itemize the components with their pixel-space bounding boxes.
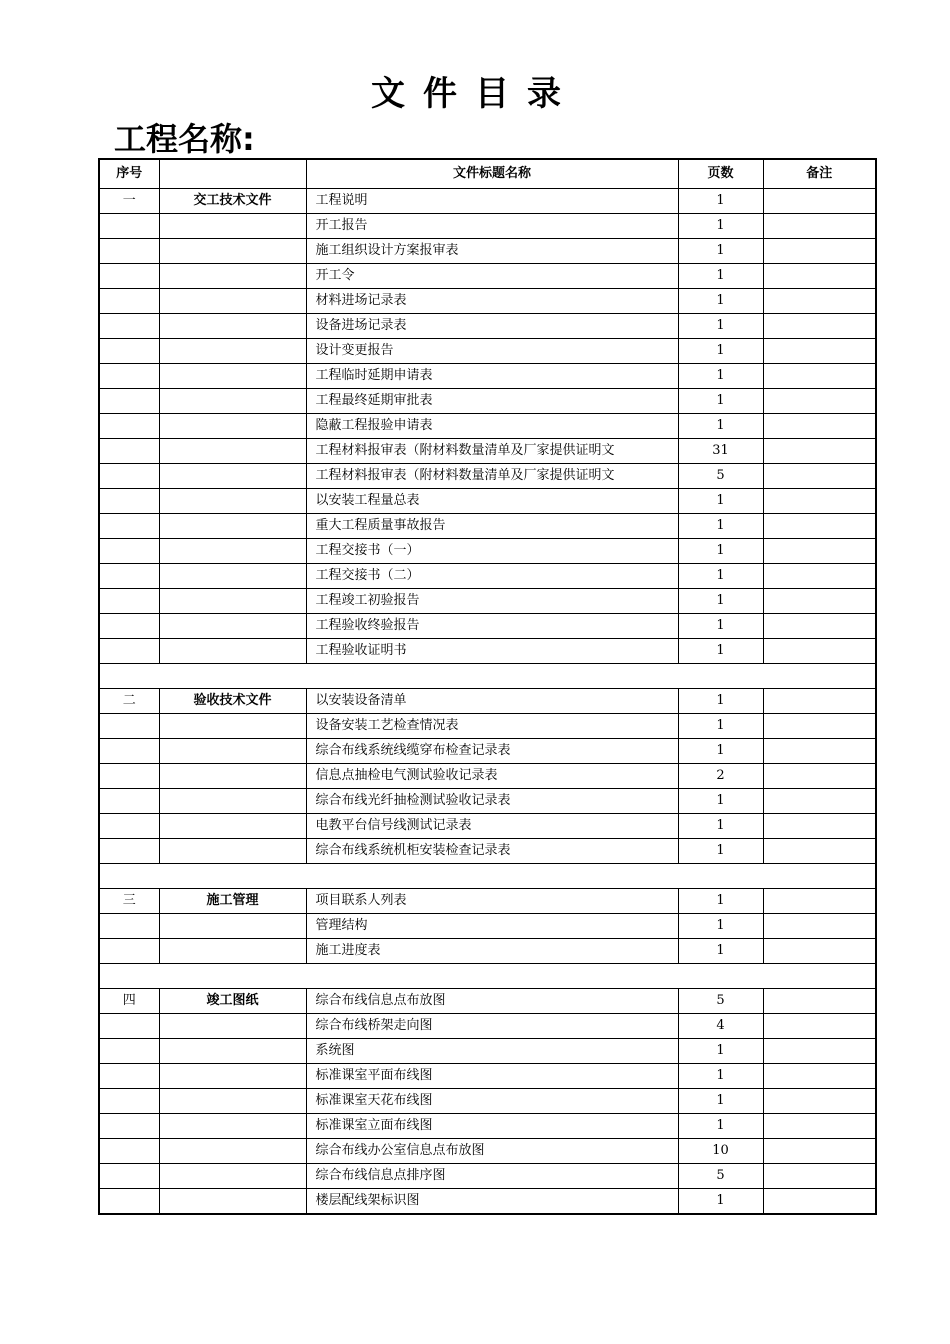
page-count-cell: 1 [678, 364, 763, 389]
header-title: 文件标题名称 [306, 159, 678, 189]
remarks-cell [763, 739, 876, 764]
remarks-cell [763, 389, 876, 414]
page-count-cell: 1 [678, 289, 763, 314]
file-title-cell: 施工进度表 [306, 939, 678, 964]
section-number-cell [99, 1189, 159, 1215]
section-name-cell [159, 539, 306, 564]
remarks-cell [763, 264, 876, 289]
section-number-cell [99, 339, 159, 364]
section-name-cell [159, 814, 306, 839]
section-name-cell [159, 789, 306, 814]
file-title-cell: 工程材料报审表（附材料数量清单及厂家提供证明文 [306, 439, 678, 464]
remarks-cell [763, 639, 876, 664]
remarks-cell [763, 364, 876, 389]
section-number-cell [99, 1164, 159, 1189]
table-row [99, 239, 876, 264]
spacer-cell [99, 964, 876, 989]
remarks-cell [763, 1064, 876, 1089]
table-row [99, 1164, 876, 1189]
header-no: 序号 [99, 159, 159, 189]
section-name-cell [159, 264, 306, 289]
header-remarks: 备注 [763, 159, 876, 189]
file-title-cell: 电教平台信号线测试记录表 [306, 814, 678, 839]
file-title-cell: 开工令 [306, 264, 678, 289]
section-name-cell [159, 914, 306, 939]
section-number-cell [99, 564, 159, 589]
section-number-cell [99, 539, 159, 564]
table-row [99, 189, 876, 214]
section-name-cell [159, 1189, 306, 1215]
table-row [99, 414, 876, 439]
table-row [99, 839, 876, 864]
file-title-cell: 信息点抽检电气测试验收记录表 [306, 764, 678, 789]
section-number-cell [99, 214, 159, 239]
file-title-cell: 以安装工程量总表 [306, 489, 678, 514]
table-row [99, 1039, 876, 1064]
page-count-cell: 1 [678, 639, 763, 664]
remarks-cell [763, 764, 876, 789]
section-name-cell [159, 414, 306, 439]
table-row [99, 989, 876, 1014]
table-row [99, 739, 876, 764]
table-row [99, 1189, 876, 1215]
file-title-cell: 工程临时延期申请表 [306, 364, 678, 389]
page-count-cell: 1 [678, 739, 763, 764]
section-name-cell [159, 364, 306, 389]
section-number-cell [99, 639, 159, 664]
table-row [99, 1014, 876, 1039]
section-number-cell [99, 239, 159, 264]
remarks-cell [763, 314, 876, 339]
page-count-cell: 1 [678, 1064, 763, 1089]
page-count-cell: 1 [678, 189, 763, 214]
file-title-cell: 工程说明 [306, 189, 678, 214]
section-number-cell [99, 439, 159, 464]
section-name-cell: 施工管理 [159, 889, 306, 914]
table-row [99, 214, 876, 239]
remarks-cell [763, 1114, 876, 1139]
file-title-cell: 综合布线办公室信息点布放图 [306, 1139, 678, 1164]
page-count-cell: 1 [678, 914, 763, 939]
section-number-cell [99, 814, 159, 839]
section-name-cell [159, 1089, 306, 1114]
page-count-cell: 1 [678, 889, 763, 914]
page-count-cell: 1 [678, 514, 763, 539]
section-number-cell [99, 1014, 159, 1039]
file-title-cell: 系统图 [306, 1039, 678, 1064]
file-title-cell: 隐蔽工程报验申请表 [306, 414, 678, 439]
file-title-cell: 综合布线信息点排序图 [306, 1164, 678, 1189]
remarks-cell [763, 289, 876, 314]
header-category [159, 159, 306, 189]
page-count-cell: 1 [678, 264, 763, 289]
section-name-cell [159, 939, 306, 964]
table-row [99, 289, 876, 314]
remarks-cell [763, 414, 876, 439]
page-count-cell: 1 [678, 714, 763, 739]
section-name-cell: 验收技术文件 [159, 689, 306, 714]
remarks-cell [763, 789, 876, 814]
page-count-cell: 1 [678, 239, 763, 264]
section-name-cell [159, 564, 306, 589]
remarks-cell [763, 539, 876, 564]
page-count-cell: 1 [678, 1189, 763, 1215]
section-name-cell [159, 1064, 306, 1089]
remarks-cell [763, 489, 876, 514]
page-count-cell: 5 [678, 989, 763, 1014]
remarks-cell [763, 1089, 876, 1114]
table-row [99, 789, 876, 814]
file-title-cell: 楼层配线架标识图 [306, 1189, 678, 1215]
file-title-cell: 开工报告 [306, 214, 678, 239]
file-title-cell: 工程竣工初验报告 [306, 589, 678, 614]
section-name-cell [159, 289, 306, 314]
section-name-cell [159, 1139, 306, 1164]
file-title-cell: 工程交接书（二） [306, 564, 678, 589]
file-title-cell: 综合布线系统线缆穿布检查记录表 [306, 739, 678, 764]
remarks-cell [763, 814, 876, 839]
page-count-cell: 5 [678, 1164, 763, 1189]
page-count-cell: 1 [678, 414, 763, 439]
table-row [99, 389, 876, 414]
section-name-cell [159, 639, 306, 664]
table-row [99, 814, 876, 839]
section-number-cell [99, 414, 159, 439]
page-count-cell: 4 [678, 1014, 763, 1039]
file-title-cell: 标准课室天花布线图 [306, 1089, 678, 1114]
section-number-cell [99, 464, 159, 489]
file-title-cell: 材料进场记录表 [306, 289, 678, 314]
remarks-cell [763, 939, 876, 964]
section-spacer-row [99, 864, 876, 889]
page-count-cell: 1 [678, 689, 763, 714]
table-body [99, 189, 876, 1215]
table-row [99, 264, 876, 289]
table-row [99, 364, 876, 389]
section-number-cell [99, 314, 159, 339]
remarks-cell [763, 889, 876, 914]
table-row [99, 489, 876, 514]
section-number-cell [99, 264, 159, 289]
section-number-cell [99, 489, 159, 514]
file-title-cell: 综合布线光纤抽检测试验收记录表 [306, 789, 678, 814]
page-count-cell: 31 [678, 439, 763, 464]
page-count-cell: 1 [678, 214, 763, 239]
file-title-cell: 设备进场记录表 [306, 314, 678, 339]
section-number-cell [99, 1064, 159, 1089]
page-count-cell: 5 [678, 464, 763, 489]
section-name-cell [159, 339, 306, 364]
remarks-cell [763, 839, 876, 864]
table-row [99, 939, 876, 964]
spacer-cell [99, 864, 876, 889]
remarks-cell [763, 1039, 876, 1064]
remarks-cell [763, 1189, 876, 1215]
section-spacer-row [99, 664, 876, 689]
section-number-cell [99, 764, 159, 789]
table-row [99, 714, 876, 739]
remarks-cell [763, 564, 876, 589]
table-row [99, 464, 876, 489]
section-number-cell: 一 [99, 189, 159, 214]
table-row [99, 1064, 876, 1089]
file-title-cell: 综合布线桥架走向图 [306, 1014, 678, 1039]
section-number-cell [99, 1114, 159, 1139]
section-name-cell [159, 589, 306, 614]
section-number-cell [99, 739, 159, 764]
section-name-cell [159, 489, 306, 514]
remarks-cell [763, 514, 876, 539]
file-title-cell: 施工组织设计方案报审表 [306, 239, 678, 264]
remarks-cell [763, 339, 876, 364]
page-count-cell: 1 [678, 1114, 763, 1139]
page-count-cell: 1 [678, 614, 763, 639]
file-title-cell: 工程验收终验报告 [306, 614, 678, 639]
remarks-cell [763, 689, 876, 714]
page-count-cell: 1 [678, 314, 763, 339]
page-count-cell: 1 [678, 339, 763, 364]
spacer-cell [99, 664, 876, 689]
remarks-cell [763, 1014, 876, 1039]
file-title-cell: 工程材料报审表（附材料数量清单及厂家提供证明文 [306, 464, 678, 489]
remarks-cell [763, 914, 876, 939]
section-number-cell: 二 [99, 689, 159, 714]
section-number-cell: 三 [99, 889, 159, 914]
table-row [99, 564, 876, 589]
section-name-cell [159, 614, 306, 639]
table-row [99, 314, 876, 339]
section-number-cell [99, 389, 159, 414]
table-row [99, 589, 876, 614]
section-name-cell: 竣工图纸 [159, 989, 306, 1014]
table-row [99, 339, 876, 364]
file-title-cell: 综合布线信息点布放图 [306, 989, 678, 1014]
remarks-cell [763, 714, 876, 739]
page-count-cell: 2 [678, 764, 763, 789]
remarks-cell [763, 239, 876, 264]
header-pages: 页数 [678, 159, 763, 189]
section-name-cell [159, 389, 306, 414]
remarks-cell [763, 464, 876, 489]
section-number-cell [99, 589, 159, 614]
file-title-cell: 以安装设备清单 [306, 689, 678, 714]
section-name-cell [159, 739, 306, 764]
page-count-cell: 1 [678, 389, 763, 414]
table-row [99, 639, 876, 664]
remarks-cell [763, 1164, 876, 1189]
section-number-cell [99, 289, 159, 314]
file-title-cell: 设计变更报告 [306, 339, 678, 364]
section-number-cell [99, 914, 159, 939]
section-number-cell [99, 1139, 159, 1164]
section-name-cell [159, 514, 306, 539]
table-header-row [99, 159, 876, 189]
section-name-cell: 交工技术文件 [159, 189, 306, 214]
section-number-cell [99, 1089, 159, 1114]
section-name-cell [159, 314, 306, 339]
table-row [99, 514, 876, 539]
page-count-cell: 1 [678, 1089, 763, 1114]
table-row [99, 764, 876, 789]
page-count-cell: 1 [678, 589, 763, 614]
file-title-cell: 工程最终延期审批表 [306, 389, 678, 414]
project-name-label: 工程名称: [114, 120, 255, 158]
section-name-cell [159, 764, 306, 789]
table-row [99, 614, 876, 639]
file-title-cell: 管理结构 [306, 914, 678, 939]
section-number-cell [99, 614, 159, 639]
file-title-cell: 项目联系人列表 [306, 889, 678, 914]
page-count-cell: 10 [678, 1139, 763, 1164]
section-name-cell [159, 1114, 306, 1139]
table-row [99, 689, 876, 714]
file-title-cell: 工程交接书（一） [306, 539, 678, 564]
section-name-cell [159, 1014, 306, 1039]
page-count-cell: 1 [678, 814, 763, 839]
section-name-cell [159, 439, 306, 464]
remarks-cell [763, 589, 876, 614]
document-title: 文件目录 [371, 74, 579, 114]
section-name-cell [159, 714, 306, 739]
table-row [99, 1139, 876, 1164]
section-number-cell [99, 364, 159, 389]
table-row [99, 439, 876, 464]
remarks-cell [763, 989, 876, 1014]
table-row [99, 1089, 876, 1114]
remarks-cell [763, 1139, 876, 1164]
remarks-cell [763, 189, 876, 214]
file-title-cell: 重大工程质量事故报告 [306, 514, 678, 539]
section-number-cell [99, 789, 159, 814]
section-number-cell: 四 [99, 989, 159, 1014]
section-name-cell [159, 839, 306, 864]
table-row [99, 539, 876, 564]
remarks-cell [763, 214, 876, 239]
page-count-cell: 1 [678, 839, 763, 864]
section-number-cell [99, 1039, 159, 1064]
page-count-cell: 1 [678, 564, 763, 589]
page-count-cell: 1 [678, 1039, 763, 1064]
section-spacer-row [99, 964, 876, 989]
remarks-cell [763, 439, 876, 464]
file-title-cell: 工程验收证明书 [306, 639, 678, 664]
section-name-cell [159, 464, 306, 489]
table-row [99, 914, 876, 939]
section-number-cell [99, 514, 159, 539]
table-row [99, 889, 876, 914]
remarks-cell [763, 614, 876, 639]
section-name-cell [159, 1039, 306, 1064]
section-name-cell [159, 214, 306, 239]
section-number-cell [99, 839, 159, 864]
section-number-cell [99, 714, 159, 739]
file-index-table [98, 158, 877, 1215]
page-count-cell: 1 [678, 789, 763, 814]
file-title-cell: 标准课室平面布线图 [306, 1064, 678, 1089]
file-title-cell: 设备安装工艺检查情况表 [306, 714, 678, 739]
file-title-cell: 标准课室立面布线图 [306, 1114, 678, 1139]
section-name-cell [159, 1164, 306, 1189]
section-number-cell [99, 939, 159, 964]
section-name-cell [159, 239, 306, 264]
file-title-cell: 综合布线系统机柜安装检查记录表 [306, 839, 678, 864]
page-count-cell: 1 [678, 939, 763, 964]
page-count-cell: 1 [678, 539, 763, 564]
table-row [99, 1114, 876, 1139]
page-count-cell: 1 [678, 489, 763, 514]
